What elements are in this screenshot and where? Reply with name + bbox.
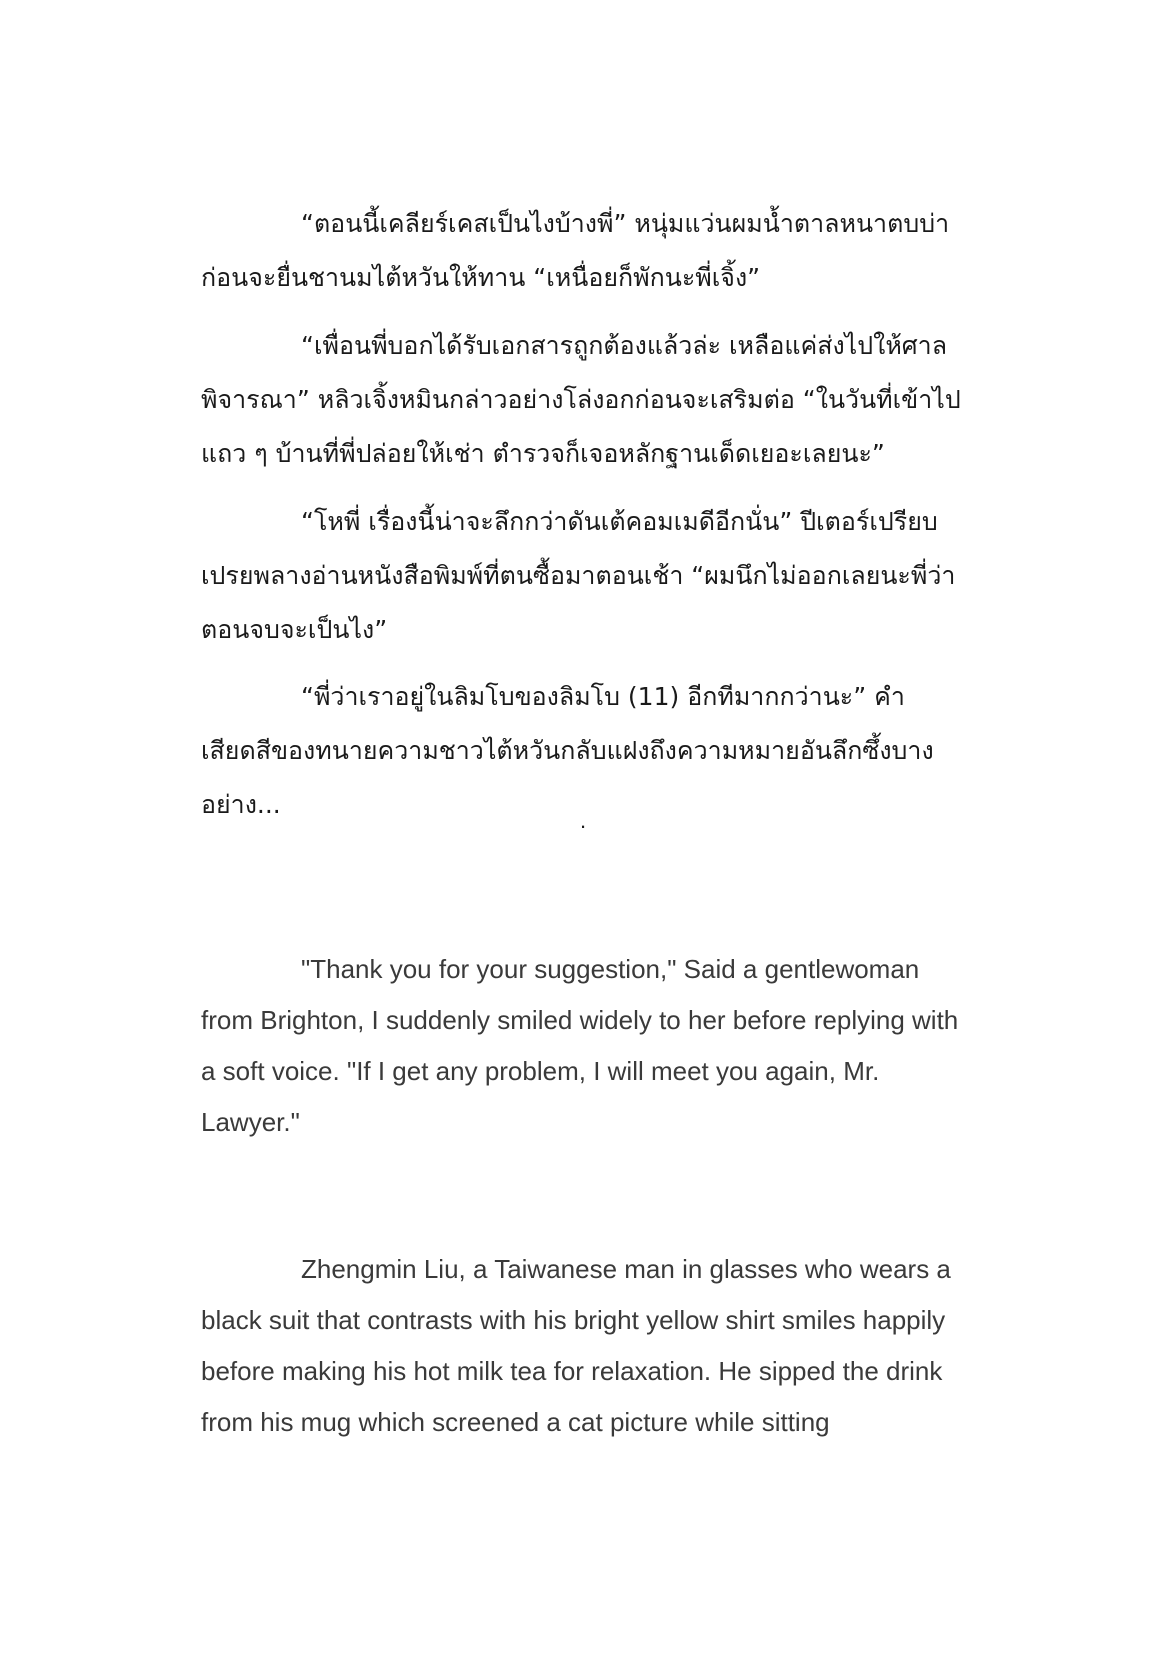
thai-paragraph-4: “พี่ว่าเราอยู่ในลิมโบของลิมโบ (11) อีกทีมากกว่านะ” คำเสียดสีของทนายความชาวไต้หวันกลับแฝงถึงความหมายอันลึกซึ้งบางอย่าง... bbox=[201, 682, 934, 819]
english-paragraph-1: "Thank you for your suggestion," Said a gentlewoman from Brighton, I suddenly smiled widely to her before replying with a soft voice. "If I get any problem, I will meet you again, Mr. Lawyer." bbox=[201, 954, 959, 1137]
section-separator: . bbox=[580, 808, 587, 833]
thai-paragraph-3: “โหพี่ เรื่องนี้น่าจะลึกกว่าดันเต้คอมเมดีอีกนั่น” ปีเตอร์เปรียบเปรยพลางอ่านหนังสือพิมพ์ที่ตนซื้อมาตอนเช้า “ผมนึกไม่ออกเลยนะพี่ว่าตอนจบจะเป็นไง” bbox=[201, 507, 956, 644]
thai-paragraph-2: “เพื่อนพี่บอกได้รับเอกสารถูกต้องแล้วล่ะ เหลือแค่ส่งไปให้ศาลพิจารณา” หลิวเจิ้งหมินกล่าวอย่างโล่งอกก่อนจะเสริมต่อ “ในวันที่เข้าไปแถว ๆ บ้านที่พี่ปล่อยให้เช่า ตำรวจก็เจอหลักฐานเด็ดเยอะเลยนะ” bbox=[201, 331, 961, 468]
thai-paragraph-1: “ตอนนี้เคลียร์เคสเป็นไงบ้างพี่” หนุ่มแว่นผมน้ำตาลหนาตบบ่าก่อนจะยื่นชานมไต้หวันให้ทาน “เหนื่อยก็พักนะพี่เจิ้ง” bbox=[201, 209, 950, 292]
english-paragraph-2: Zhengmin Liu, a Taiwanese man in glasses who wears a black suit that contrasts with his bright yellow shirt smiles happily before making his hot milk tea for relaxation. He sipped the drink from his mug which screened a cat picture while sitting bbox=[201, 1254, 951, 1437]
